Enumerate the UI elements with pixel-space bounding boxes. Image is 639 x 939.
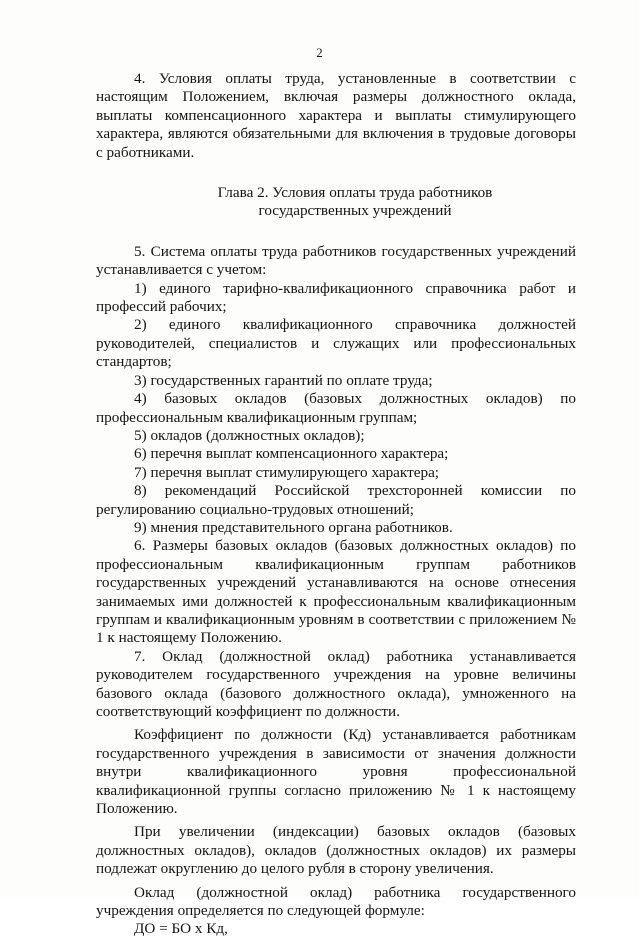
paragraph-6: 6. Размеры базовых окладов (базовых должностных окладов) по профессиональным квалификационным группам работников государственных учреждений устанавливаются на основе отнесения занимаемых ими должностей к профессиональным квалификационным группам и квалификационным уровням в соответствии с приложением № 1 к настоящему Положению. bbox=[96, 537, 576, 647]
list-item: 5) окладов (должностных окладов); bbox=[134, 426, 365, 444]
paragraph-coefficient: Коэффициент по должности (Кд) устанавливается работникам государственного учреждения в зависимости от значения должности внутри квалификационного уровня профессиональной квалификационной группы согласно приложению № 1 к настоящему Положению. bbox=[96, 726, 576, 818]
paragraph-5: 5. Система оплаты труда работников государственных учреждений устанавливается с учетом: bbox=[96, 242, 576, 279]
list-item: 8) рекомендаций Российской трехсторонней комиссии по регулированию социально-трудовых отношений; bbox=[96, 482, 576, 518]
page-number: 2 bbox=[316, 46, 323, 60]
list-item: 1) единого тарифно-квалификационного справочника работ и профессий рабочих; bbox=[96, 279, 576, 316]
formula: ДО = БО х Кд, bbox=[134, 920, 228, 938]
chapter-title-line1: Глава 2. Условия оплаты труда работников bbox=[217, 184, 493, 202]
paragraph-4: 4. Условия оплаты труда, установленные в соответствии с настоящим Положением, включая размеры должностного оклада, выплаты компенсационного характера и выплаты стимулирующего характера, являются обязательными для включения в трудовые договоры с работниками. bbox=[96, 70, 576, 161]
list-item: 4) базовых окладов (базовых должностных окладов) по профессиональным квалификационным группам; bbox=[96, 390, 576, 426]
paragraph-formula-intro: Оклад (должностной оклад) работника государственного учреждения определяется по следующей формуле: bbox=[96, 883, 576, 920]
list-item: 6) перечня выплат компенсационного характера; bbox=[134, 445, 449, 463]
document-body bbox=[96, 70, 576, 939]
paragraph-7: 7. Оклад (должностной оклад) работника устанавливается руководителем государственного учреждения на уровне величины базового оклада (базового должностного оклада), умноженного на соответствующий коэффициент по должности. bbox=[96, 647, 576, 720]
list-item: 2) единого квалификационного справочника должностей руководителей, специалистов и служащих или профессиональных стандартов; bbox=[96, 316, 576, 371]
paragraph-indexation: При увеличении (индексации) базовых окладов (базовых должностных окладов), окладов (должностных окладов) их размеры подлежат округлению до целого рубля в сторону увеличения. bbox=[96, 823, 576, 878]
list-item: 3) государственных гарантий по оплате труда; bbox=[134, 371, 433, 389]
list-item: 9) мнения представительного органа работников. bbox=[134, 518, 453, 536]
chapter-title-line2: государственных учреждений bbox=[258, 202, 452, 220]
list-item: 7) перечня выплат стимулирующего характера; bbox=[134, 463, 440, 481]
